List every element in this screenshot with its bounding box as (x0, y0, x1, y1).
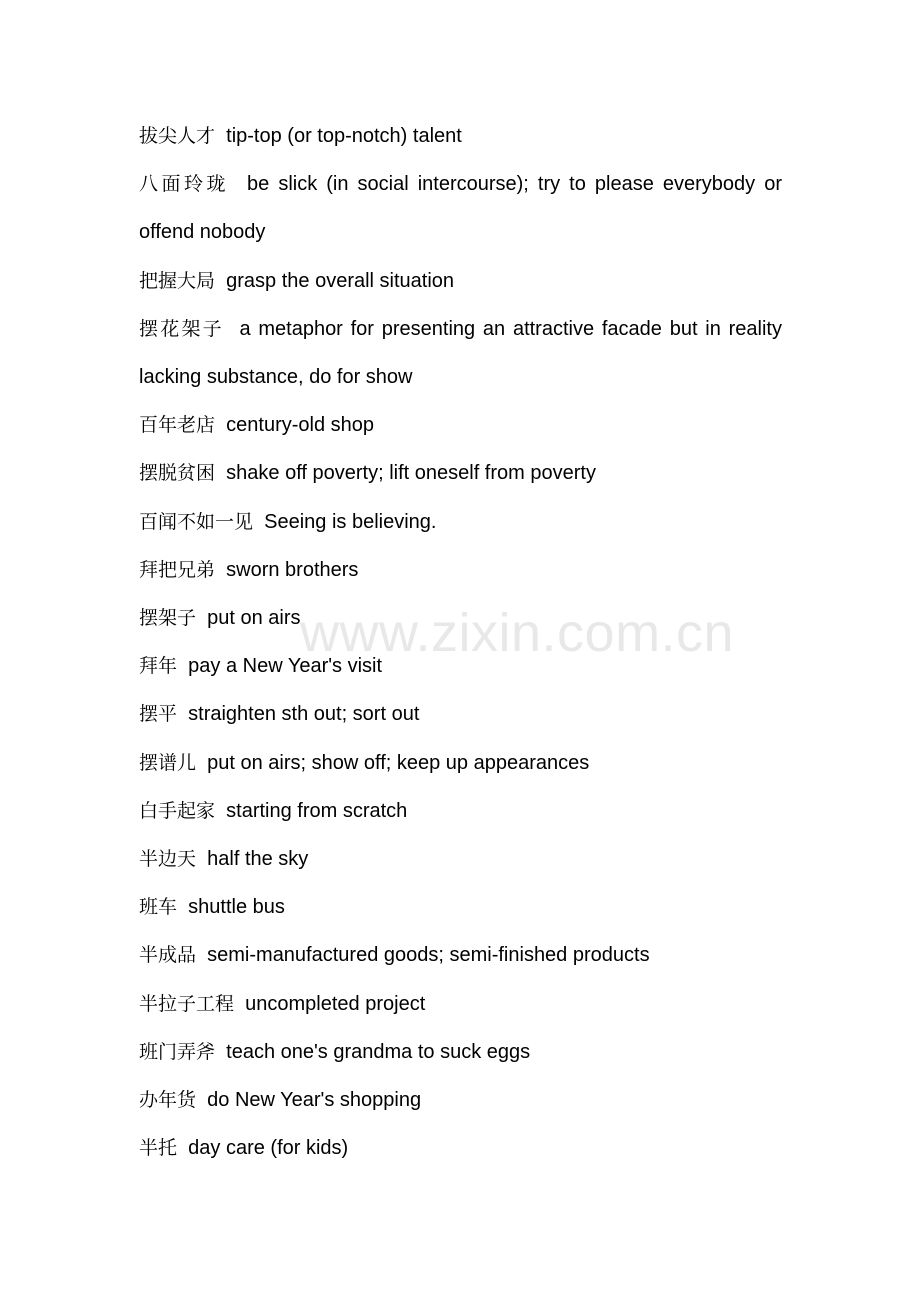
glossary-entry (139, 690, 782, 738)
entry-chinese-term: 百闻不如一见 (139, 510, 254, 533)
glossary-entry (139, 883, 782, 931)
entry-chinese-term: 班车 (139, 896, 178, 919)
entry-chinese-term: 摆脱贫困 (139, 462, 216, 485)
entry-chinese-term: 拜年 (139, 655, 178, 678)
glossary-entry (139, 1028, 782, 1076)
entry-chinese-term: 摆平 (139, 703, 178, 726)
entry-english-translation: straighten sth out; sort out (188, 703, 420, 726)
entry-english-translation: shake off poverty; lift oneself from poverty (226, 462, 596, 485)
entry-chinese-term: 拔尖人才 (139, 125, 216, 147)
entry-chinese-term: 摆架子 (139, 607, 197, 630)
glossary-entry (139, 498, 782, 546)
entry-english-translation: shuttle bus (188, 896, 285, 919)
entry-chinese-term: 八面玲珑 (139, 173, 229, 196)
entry-english-translation: put on airs (207, 607, 301, 630)
entry-english-translation: tip-top (or top-notch) talent (226, 125, 462, 147)
entry-chinese-term: 白手起家 (139, 799, 216, 822)
entry-english-translation: uncompleted project (245, 992, 426, 1015)
entry-english-translation: grasp the overall situation (226, 269, 455, 292)
glossary-entry (139, 449, 782, 497)
glossary-entry (139, 980, 782, 1028)
entry-english-translation: teach one's grandma to suck eggs (226, 1040, 531, 1063)
entry-chinese-term: 拜把兄弟 (139, 558, 216, 581)
entry-english-translation: sworn brothers (226, 558, 359, 581)
entry-english-translation: a metaphor for presenting an attractive facade but in reality lacking substance, do for show (139, 317, 782, 389)
glossary-entry (139, 257, 782, 305)
glossary-entry (139, 112, 782, 160)
glossary-list (139, 112, 782, 1172)
glossary-entry (139, 642, 782, 690)
entry-english-translation: half the sky (207, 848, 309, 871)
glossary-entry (139, 546, 782, 594)
entry-chinese-term: 半成品 (139, 944, 197, 967)
glossary-entry (139, 594, 782, 642)
entry-english-translation: century-old shop (226, 414, 375, 437)
entry-english-translation: be slick (in social intercourse); try to please everybody or offend nobody (139, 173, 782, 244)
entry-chinese-term: 把握大局 (139, 269, 216, 292)
glossary-entry (139, 305, 782, 401)
glossary-entry (139, 160, 782, 256)
glossary-entry (139, 835, 782, 883)
entry-english-translation: Seeing is believing. (264, 510, 437, 533)
entry-english-translation: semi-manufactured goods; semi-finished products (207, 944, 650, 967)
entry-english-translation: do New Year's shopping (207, 1089, 422, 1112)
entry-chinese-term: 办年货 (139, 1089, 197, 1112)
entry-english-translation: put on airs; show off; keep up appearances (207, 751, 590, 774)
entry-chinese-term: 百年老店 (139, 414, 216, 437)
entry-chinese-term: 半托 (139, 1137, 178, 1160)
entry-chinese-term: 班门弄斧 (139, 1040, 216, 1063)
entry-chinese-term: 摆花架子 (139, 317, 224, 340)
watermark: www.zixin.com.cn (300, 603, 735, 663)
glossary-entry (139, 1124, 782, 1172)
entry-english-translation: day care (for kids) (188, 1137, 349, 1160)
entry-english-translation: starting from scratch (226, 799, 408, 822)
glossary-entry (139, 739, 782, 787)
glossary-entry (139, 787, 782, 835)
entry-chinese-term: 摆谱儿 (139, 751, 197, 774)
entry-english-translation: pay a New Year's visit (188, 655, 383, 678)
glossary-entry (139, 931, 782, 979)
glossary-entry (139, 401, 782, 449)
entry-chinese-term: 半边天 (139, 848, 197, 871)
glossary-entry (139, 1076, 782, 1124)
entry-chinese-term: 半拉子工程 (139, 992, 235, 1015)
